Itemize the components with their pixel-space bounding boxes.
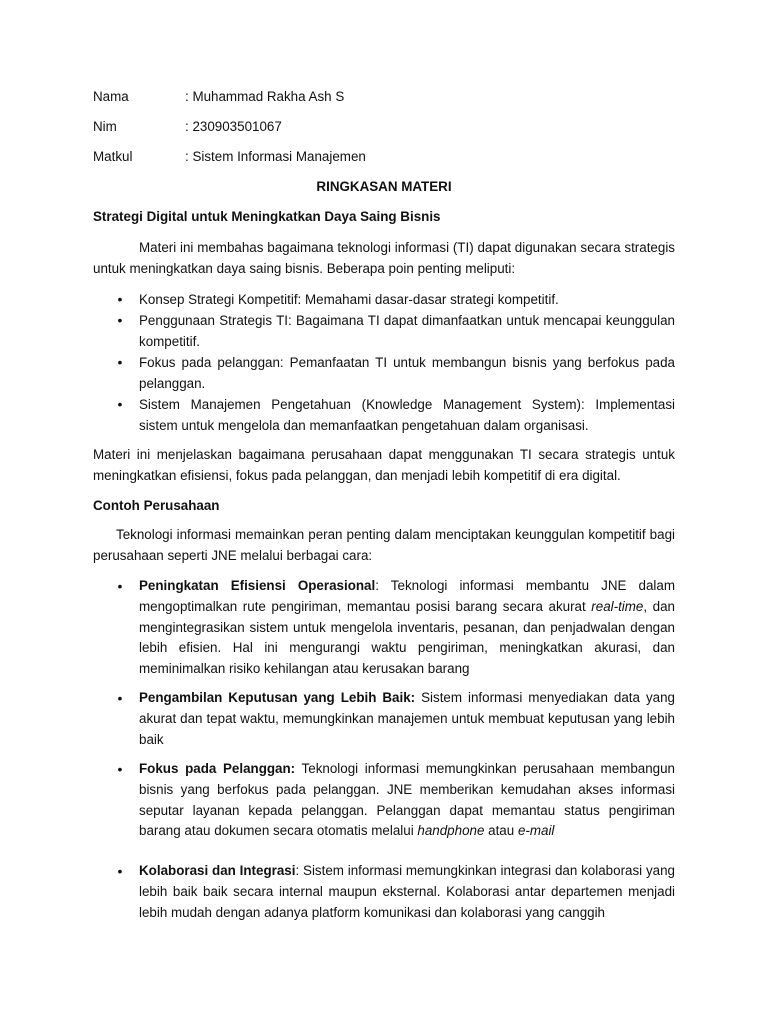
- item-text: Sistem informasi memungkinkan integrasi dan kolaborasi yang lebih baik baik secara internal maupun eksternal. Kolaborasi antar departemen menjadi lebih mudah dengan adanya platform komunikasi dan kolaborasi yang canggih: [139, 863, 675, 920]
- item-title: Pengambilan Keputusan yang Lebih Baik:: [139, 690, 416, 705]
- item-text: atau: [484, 823, 518, 839]
- bullet-icon: •: [117, 863, 123, 879]
- name-value: : Muhammad Rakha Ash S: [185, 89, 345, 104]
- list-item: [117, 759, 675, 842]
- bullet-icon: •: [117, 761, 123, 777]
- course-value: : Sistem Informasi Manajemen: [185, 149, 366, 164]
- bullet-icon: •: [117, 354, 123, 370]
- list-item: [117, 861, 675, 923]
- section2-heading: Contoh Perusahaan: [93, 498, 220, 513]
- list-item: [117, 394, 675, 436]
- list-item-text: Fokus pada pelanggan: Pemanfaatan TI untuk membangun bisnis yang berfokus pada pelanggan.: [139, 355, 675, 391]
- list-item: [117, 352, 675, 394]
- nim-label: Nim: [93, 119, 117, 134]
- item-emphasis: e-mail: [517, 823, 555, 839]
- item-emphasis: real-time: [591, 598, 644, 614]
- section1-intro: Materi ini membahas bagaimana teknologi informasi (TI) dapat digunakan secara strategis untuk meningkatkan daya saing bisnis. Beberapa poin penting meliputi:: [93, 240, 675, 276]
- bullet-icon: •: [117, 690, 123, 706]
- section2-intro: Teknologi informasi memainkan peran penting dalam menciptakan keunggulan kompetitif bagi perusahaan seperti JNE melalui berbagai cara:: [93, 527, 675, 563]
- item-title: Kolaborasi dan Integrasi: [139, 863, 296, 878]
- item-title: Peningkatan Efisiensi Operasional: [139, 578, 376, 593]
- item-text: Teknologi informasi memungkinkan perusahaan membangun bisnis yang berfokus pada pelanggan. JNE memberikan kemudahan akses informasi seputar layanan kepada pelanggan. Pelanggan dapat memantau status pengiriman barang atau dokumen secara otomatis melalui: [139, 761, 675, 839]
- item-text: Teknologi informasi membantu JNE dalam mengoptimalkan rute pengiriman, memantau posisi barang secara akurat: [139, 578, 676, 614]
- bullet-icon: •: [117, 396, 123, 412]
- item-emphasis: handphone: [417, 823, 485, 839]
- list-item: [117, 688, 675, 750]
- nim-value: : 230903501067: [185, 119, 282, 134]
- name-label: Nama: [93, 89, 129, 104]
- bullet-icon: •: [117, 291, 123, 307]
- list-item: [117, 310, 675, 352]
- item-text: , dan mengintegrasikan sistem untuk mengelola inventaris, pesanan, dan penjadwalan dengan lebih efisien. Hal ini mengurangi waktu pengiriman, meningkatkan akurasi, dan meminimalkan risiko kehilangan atau kerusakan barang: [139, 598, 675, 677]
- document-title: RINGKASAN MATERI: [316, 179, 452, 194]
- list-item-text: Konsep Strategi Kompetitif: Memahami dasar-dasar strategi kompetitif.: [139, 292, 559, 307]
- item-text: Sistem informasi menyediakan data yang akurat dan tepat waktu, memungkinkan manajemen untuk membuat keputusan yang lebih baik: [139, 690, 675, 747]
- list-item: [117, 576, 676, 680]
- list-item: [117, 289, 675, 310]
- list-item-text: Penggunaan Strategis TI: Bagaimana TI dapat dimanfaatkan untuk mencapai keunggulan kompetitif.: [139, 313, 675, 349]
- bullet-icon: •: [117, 312, 123, 328]
- item-title: Fokus pada Pelanggan:: [139, 761, 296, 776]
- section1-closing: Materi ini menjelaskan bagaimana perusahaan dapat menggunakan TI secara strategis untuk meningkatkan efisiensi, fokus pada pelanggan, dan menjadi lebih kompetitif di era digital.: [93, 447, 675, 483]
- course-label: Matkul: [93, 149, 133, 164]
- item-separator: :: [295, 863, 304, 878]
- list-item-text: Sistem Manajemen Pengetahuan (Knowledge Management System): Implementasi sistem untuk mengelola dan memanfaatkan pengetahuan dalam organisasi.: [139, 397, 675, 433]
- bullet-icon: •: [117, 578, 123, 594]
- section1-heading: Strategi Digital untuk Meningkatkan Daya Saing Bisnis: [93, 209, 441, 224]
- item-separator: :: [375, 578, 391, 593]
